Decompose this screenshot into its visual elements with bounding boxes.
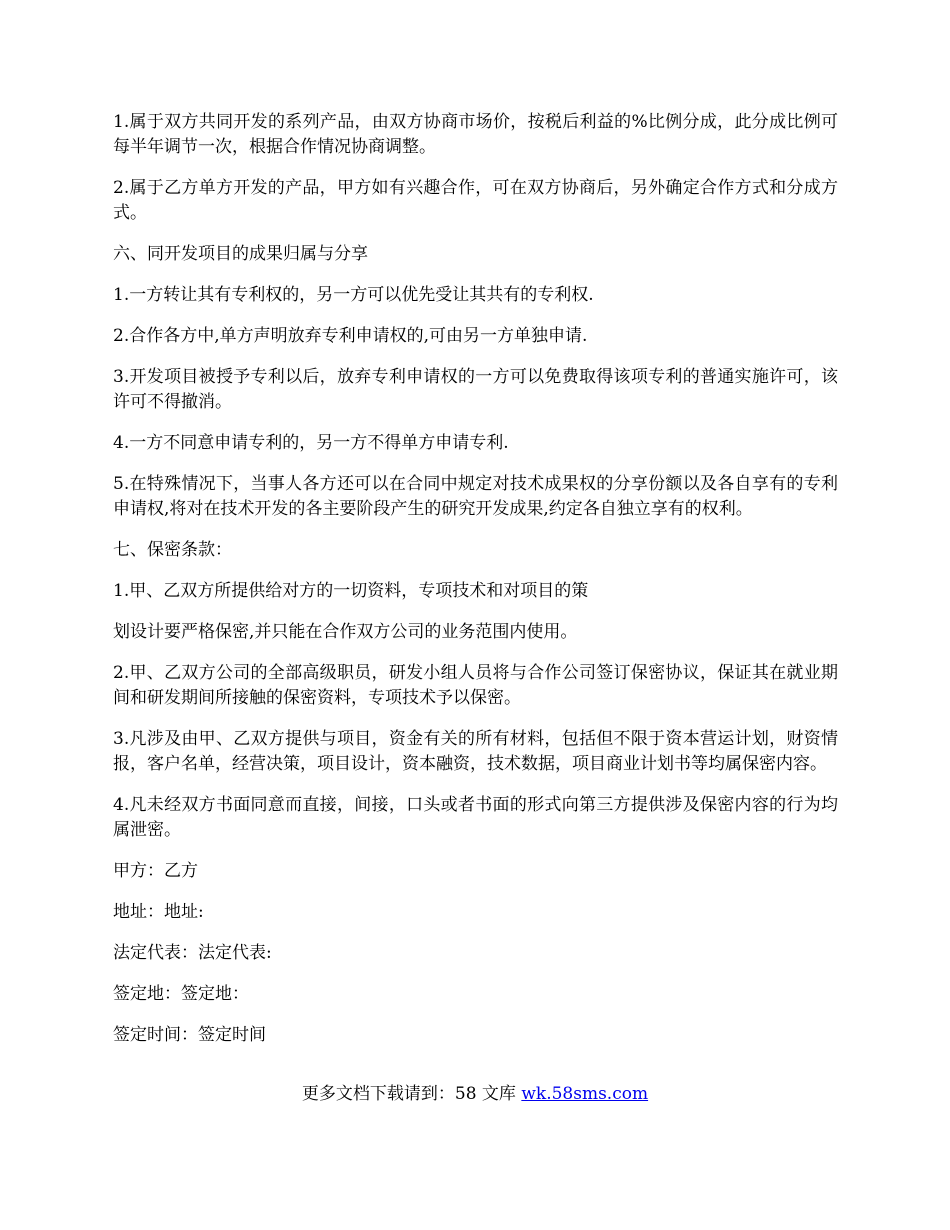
document-body xyxy=(113,110,838,1064)
section-heading: 六、同开发项目的成果归属与分享 xyxy=(113,244,368,264)
footer-site-link[interactable]: wk.58sms.com xyxy=(521,1084,649,1104)
signature-date-line: 签定时间：签定时间 xyxy=(113,1025,266,1045)
paragraph: 2.属于乙方单方开发的产品，甲方如有兴趣合作，可在双方协商后，另外确定合作方式和分成方式。 xyxy=(113,178,838,223)
signature-party-line: 甲方：乙方 xyxy=(113,861,198,881)
paragraph: 1.甲、乙双方所提供给对方的一切资料，专项技术和对项目的策 xyxy=(113,581,589,601)
signature-address-line: 地址：地址: xyxy=(113,902,204,922)
paragraph: 1.一方转让其有专利权的，另一方可以优先受让其共有的专利权. xyxy=(113,285,594,305)
signature-representative-line: 法定代表：法定代表: xyxy=(113,943,272,963)
paragraph: 2.合作各方中,单方声明放弃专利申请权的,可由另一方单独申请. xyxy=(113,326,588,346)
paragraph: 1.属于双方共同开发的系列产品，由双方协商市场价，按税后利益的%比例分成，此分成比例可每半年调节一次，根据合作情况协商调整。 xyxy=(113,112,838,157)
download-footer xyxy=(0,1082,950,1107)
section-heading: 七、保密条款： xyxy=(113,540,232,560)
paragraph: 划设计要严格保密,并只能在合作双方公司的业务范围内使用。 xyxy=(113,622,578,642)
footer-prefix-text: 更多文档下载请到：58 文库 xyxy=(301,1084,522,1104)
paragraph: 4.一方不同意申请专利的，另一方不得单方申请专利. xyxy=(113,433,509,453)
signature-place-line: 签定地：签定地： xyxy=(113,984,249,1004)
paragraph: 3.凡涉及由甲、乙双方提供与项目，资金有关的所有材料，包括但不限于资本营运计划，财资情报，客户名单，经营决策，项目设计，资本融资，技术数据，项目商业计划书等均属保密内容。 xyxy=(113,729,838,774)
paragraph: 2.甲、乙双方公司的全部高级职员，研发小组人员将与合作公司签订保密协议，保证其在就业期间和研发期间所接触的保密资料，专项技术予以保密。 xyxy=(113,663,838,708)
paragraph: 5.在特殊情况下，当事人各方还可以在合同中规定对技术成果权的分享份额以及各自享有的专利申请权,将对在技术开发的各主要阶段产生的研究开发成果,约定各自独立享有的权利。 xyxy=(113,474,838,519)
paragraph: 4.凡未经双方书面同意而直接，间接，口头或者书面的形式向第三方提供涉及保密内容的行为均属泄密。 xyxy=(113,795,838,840)
paragraph: 3.开发项目被授予专利以后，放弃专利申请权的一方可以免费取得该项专利的普通实施许可，该许可不得撤消。 xyxy=(113,367,838,412)
